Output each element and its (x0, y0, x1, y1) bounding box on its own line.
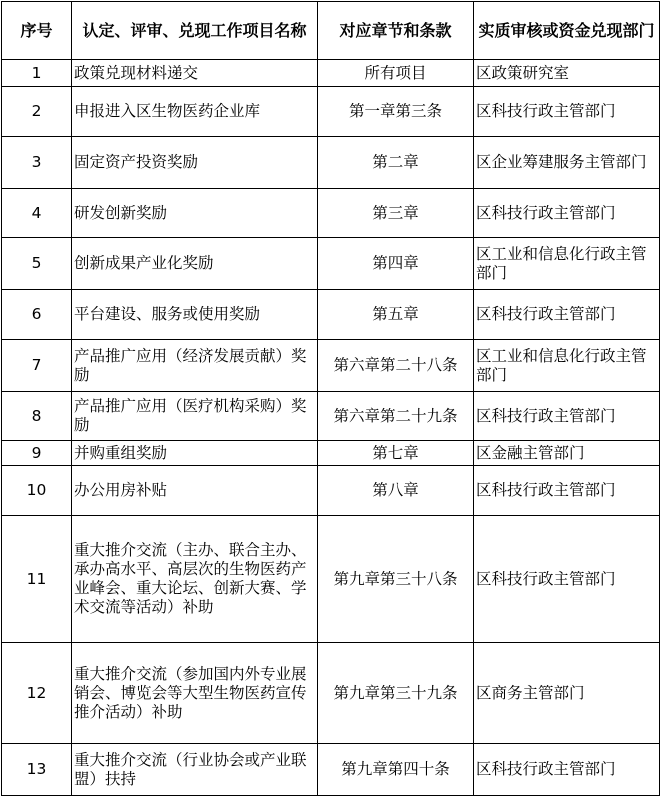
cell-serial-number: 1 (2, 60, 72, 87)
cell-department: 区商务主管部门 (474, 643, 660, 744)
cell-serial-number: 9 (2, 441, 72, 466)
cell-project-name: 办公用房补贴 (72, 466, 318, 516)
project-department-table (1, 1, 660, 796)
cell-project-name: 固定资产投资奖励 (72, 137, 318, 189)
table-row (2, 744, 660, 796)
cell-project-name: 产品推广应用（医疗机构采购）奖励 (72, 392, 318, 441)
table-row (2, 340, 660, 392)
cell-department: 区企业筹建服务主管部门 (474, 137, 660, 189)
table-row (2, 516, 660, 643)
cell-department: 区科技行政主管部门 (474, 290, 660, 340)
cell-chapter-clause: 第三章 (318, 189, 474, 238)
cell-serial-number: 4 (2, 189, 72, 238)
cell-serial-number: 13 (2, 744, 72, 796)
cell-department: 区科技行政主管部门 (474, 392, 660, 441)
table-row (2, 392, 660, 441)
cell-serial-number: 11 (2, 516, 72, 643)
cell-department: 区科技行政主管部门 (474, 744, 660, 796)
cell-serial-number: 2 (2, 87, 72, 137)
cell-chapter-clause: 第八章 (318, 466, 474, 516)
cell-department: 区科技行政主管部门 (474, 87, 660, 137)
cell-project-name: 重大推介交流（行业协会或产业联盟）扶持 (72, 744, 318, 796)
header-serial-number: 序号 (2, 2, 72, 60)
cell-serial-number: 7 (2, 340, 72, 392)
cell-project-name: 并购重组奖励 (72, 441, 318, 466)
cell-chapter-clause: 所有项目 (318, 60, 474, 87)
cell-project-name: 创新成果产业化奖励 (72, 238, 318, 290)
cell-project-name: 重大推介交流（主办、联合主办、承办高水平、高层次的生物医药产业峰会、重大论坛、创新大赛、学术交流等活动）补助 (72, 516, 318, 643)
cell-department: 区政策研究室 (474, 60, 660, 87)
cell-department: 区工业和信息化行政主管部门 (474, 238, 660, 290)
table-row (2, 238, 660, 290)
cell-department: 区科技行政主管部门 (474, 516, 660, 643)
cell-chapter-clause: 第六章第二十九条 (318, 392, 474, 441)
table-row (2, 137, 660, 189)
cell-chapter-clause: 第九章第三十九条 (318, 643, 474, 744)
cell-chapter-clause: 第九章第四十条 (318, 744, 474, 796)
cell-department: 区科技行政主管部门 (474, 466, 660, 516)
cell-project-name: 重大推介交流（参加国内外专业展销会、博览会等大型生物医药宣传推介活动）补助 (72, 643, 318, 744)
table-header-row (2, 2, 660, 60)
cell-serial-number: 3 (2, 137, 72, 189)
cell-chapter-clause: 第五章 (318, 290, 474, 340)
cell-project-name: 研发创新奖励 (72, 189, 318, 238)
cell-serial-number: 6 (2, 290, 72, 340)
header-chapter-clause: 对应章节和条款 (318, 2, 474, 60)
table-row (2, 441, 660, 466)
cell-serial-number: 12 (2, 643, 72, 744)
cell-chapter-clause: 第四章 (318, 238, 474, 290)
cell-department: 区科技行政主管部门 (474, 189, 660, 238)
cell-department: 区金融主管部门 (474, 441, 660, 466)
table-row (2, 87, 660, 137)
table-row (2, 60, 660, 87)
header-project-name: 认定、评审、兑现工作项目名称 (72, 2, 318, 60)
cell-chapter-clause: 第九章第三十八条 (318, 516, 474, 643)
cell-chapter-clause: 第一章第三条 (318, 87, 474, 137)
cell-serial-number: 10 (2, 466, 72, 516)
cell-serial-number: 5 (2, 238, 72, 290)
table-row (2, 466, 660, 516)
cell-chapter-clause: 第二章 (318, 137, 474, 189)
table-row (2, 189, 660, 238)
cell-serial-number: 8 (2, 392, 72, 441)
table-row (2, 290, 660, 340)
header-department: 实质审核或资金兑现部门 (474, 2, 660, 60)
cell-project-name: 申报进入区生物医药企业库 (72, 87, 318, 137)
cell-project-name: 政策兑现材料递交 (72, 60, 318, 87)
cell-project-name: 平台建设、服务或使用奖励 (72, 290, 318, 340)
cell-chapter-clause: 第六章第二十八条 (318, 340, 474, 392)
cell-project-name: 产品推广应用（经济发展贡献）奖励 (72, 340, 318, 392)
cell-department: 区工业和信息化行政主管部门 (474, 340, 660, 392)
table-row (2, 643, 660, 744)
cell-chapter-clause: 第七章 (318, 441, 474, 466)
